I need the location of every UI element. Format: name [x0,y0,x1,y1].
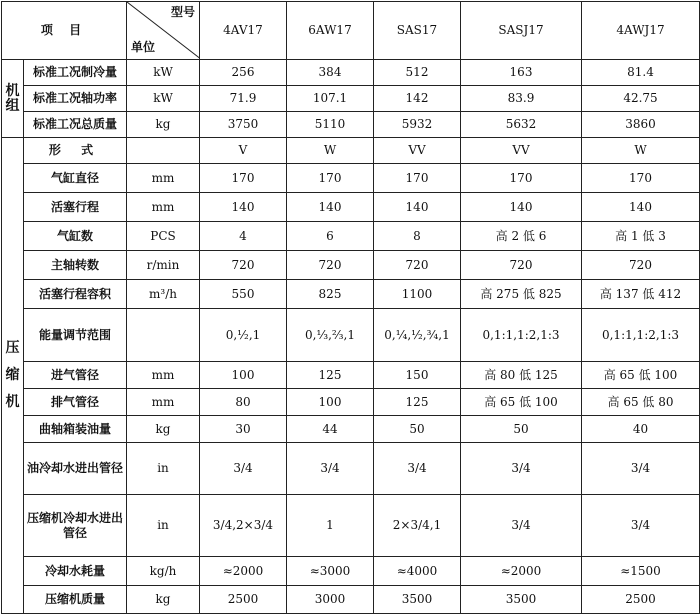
value-cell: 0,1:1,1:2,1:3 [582,309,700,362]
value-cell: 50 [461,416,582,443]
row-label: 标准工况总质量 [24,112,127,138]
value-cell: VV [461,138,582,164]
value-cell: 40 [582,416,700,443]
table-row [2,193,700,222]
table-row [2,389,700,416]
value-cell: 170 [287,164,374,193]
value-cell: 125 [374,389,461,416]
value-cell: 高 137 低 412 [582,280,700,309]
value-cell: 3/4 [287,443,374,495]
table-row [2,280,700,309]
row-label: 形 式 [24,138,127,164]
value-cell: 0,¼,½,¾,1 [374,309,461,362]
row-label: 活塞行程 [24,193,127,222]
value-cell: 50 [374,416,461,443]
value-cell: 2500 [200,586,287,614]
model-header: 4AWJ17 [582,2,700,60]
unit-cell: kg [127,416,200,443]
value-cell: 107.1 [287,86,374,112]
value-cell: 4 [200,222,287,251]
value-cell: ≈4000 [374,557,461,586]
table-row [2,557,700,586]
unit-cell: m³/h [127,280,200,309]
row-label: 主轴转数 [24,251,127,280]
model-header: SASJ17 [461,2,582,60]
value-cell: ≈2000 [461,557,582,586]
value-cell: VV [374,138,461,164]
group-label-compressor: 压 缩 机 [2,138,24,614]
unit-cell: r/min [127,251,200,280]
value-cell: 高 65 低 100 [461,389,582,416]
table-row [2,222,700,251]
unit-cell: mm [127,164,200,193]
table-row [2,586,700,614]
value-cell: 825 [287,280,374,309]
model-header: 4AV17 [200,2,287,60]
value-cell: 384 [287,60,374,86]
table-row [2,112,700,138]
value-cell: ≈3000 [287,557,374,586]
value-cell: W [582,138,700,164]
value-cell: 0,1:1,1:2,1:3 [461,309,582,362]
value-cell: 3860 [582,112,700,138]
value-cell: 3750 [200,112,287,138]
value-cell: 2×3/4,1 [374,495,461,557]
header-unit-label: 单位 [131,40,156,54]
value-cell: V [200,138,287,164]
value-cell: 5932 [374,112,461,138]
table-row [2,443,700,495]
value-cell: 2500 [582,586,700,614]
value-cell: 80 [200,389,287,416]
value-cell: 1100 [374,280,461,309]
value-cell: 44 [287,416,374,443]
value-cell: 3/4 [374,443,461,495]
unit-cell: PCS [127,222,200,251]
value-cell: 170 [461,164,582,193]
table-row [2,362,700,389]
table-row [2,138,700,164]
value-cell: 140 [374,193,461,222]
table-row [2,86,700,112]
table-row [2,309,700,362]
value-cell: 高 2 低 6 [461,222,582,251]
value-cell: 170 [374,164,461,193]
value-cell: 3/4 [461,443,582,495]
model-header: SAS17 [374,2,461,60]
value-cell: 83.9 [461,86,582,112]
table-row [2,495,700,557]
unit-cell: kW [127,60,200,86]
value-cell: 170 [200,164,287,193]
row-label: 气缸数 [24,222,127,251]
row-label: 排气管径 [24,389,127,416]
value-cell: 5110 [287,112,374,138]
value-cell: 125 [287,362,374,389]
unit-cell [127,138,200,164]
row-label: 油冷却水进出管径 [24,443,127,495]
row-label: 活塞行程容积 [24,280,127,309]
value-cell: 3/4 [582,443,700,495]
value-cell: ≈1500 [582,557,700,586]
value-cell: 140 [287,193,374,222]
value-cell: 100 [200,362,287,389]
value-cell: 0,½,1 [200,309,287,362]
value-cell: 512 [374,60,461,86]
value-cell: 256 [200,60,287,86]
row-label: 气缸直径 [24,164,127,193]
value-cell: 3/4 [461,495,582,557]
value-cell: 163 [461,60,582,86]
header-row [2,2,700,60]
value-cell: 3000 [287,586,374,614]
value-cell: 3/4 [200,443,287,495]
value-cell: 140 [582,193,700,222]
group-label-unit: 机 组 [2,60,24,138]
value-cell: 5632 [461,112,582,138]
row-label: 冷却水耗量 [24,557,127,586]
unit-cell [127,309,200,362]
row-label: 标准工况轴功率 [24,86,127,112]
header-model-label: 型号 [170,5,195,19]
unit-cell: in [127,495,200,557]
value-cell: 3/4,2×3/4 [200,495,287,557]
row-label: 标准工况制冷量 [24,60,127,86]
row-label: 压缩机质量 [24,586,127,614]
value-cell: 6 [287,222,374,251]
value-cell: 720 [374,251,461,280]
value-cell: 高 65 低 80 [582,389,700,416]
value-cell: 81.4 [582,60,700,86]
unit-cell: kg/h [127,557,200,586]
unit-cell: in [127,443,200,495]
value-cell: 140 [461,193,582,222]
row-label: 压缩机冷却水进出管径 [24,495,127,557]
value-cell: 高 1 低 3 [582,222,700,251]
value-cell: 720 [461,251,582,280]
value-cell: 3500 [461,586,582,614]
value-cell: 170 [582,164,700,193]
table-row [2,251,700,280]
unit-cell: mm [127,389,200,416]
row-label: 曲轴箱装油量 [24,416,127,443]
value-cell: W [287,138,374,164]
value-cell: 高 275 低 825 [461,280,582,309]
unit-cell: kW [127,86,200,112]
value-cell: 3/4 [582,495,700,557]
row-label: 进气管径 [24,362,127,389]
value-cell: 高 80 低 125 [461,362,582,389]
value-cell: 720 [287,251,374,280]
value-cell: 高 65 低 100 [582,362,700,389]
value-cell: 30 [200,416,287,443]
header-item-cell: 项 目 [2,2,127,60]
table-row [2,60,700,86]
value-cell: ≈2000 [200,557,287,586]
value-cell: 550 [200,280,287,309]
header-corner-cell [127,2,200,60]
table-row [2,416,700,443]
value-cell: 3500 [374,586,461,614]
value-cell: 720 [200,251,287,280]
value-cell: 42.75 [582,86,700,112]
row-label: 能量调节范围 [24,309,127,362]
value-cell: 8 [374,222,461,251]
value-cell: 142 [374,86,461,112]
compressor-spec-table [1,1,700,614]
value-cell: 0,⅓,⅔,1 [287,309,374,362]
value-cell: 71.9 [200,86,287,112]
value-cell: 1 [287,495,374,557]
value-cell: 720 [582,251,700,280]
value-cell: 100 [287,389,374,416]
value-cell: 140 [200,193,287,222]
unit-cell: kg [127,586,200,614]
unit-cell: kg [127,112,200,138]
table-row [2,164,700,193]
unit-cell: mm [127,362,200,389]
unit-cell: mm [127,193,200,222]
value-cell: 150 [374,362,461,389]
model-header: 6AW17 [287,2,374,60]
